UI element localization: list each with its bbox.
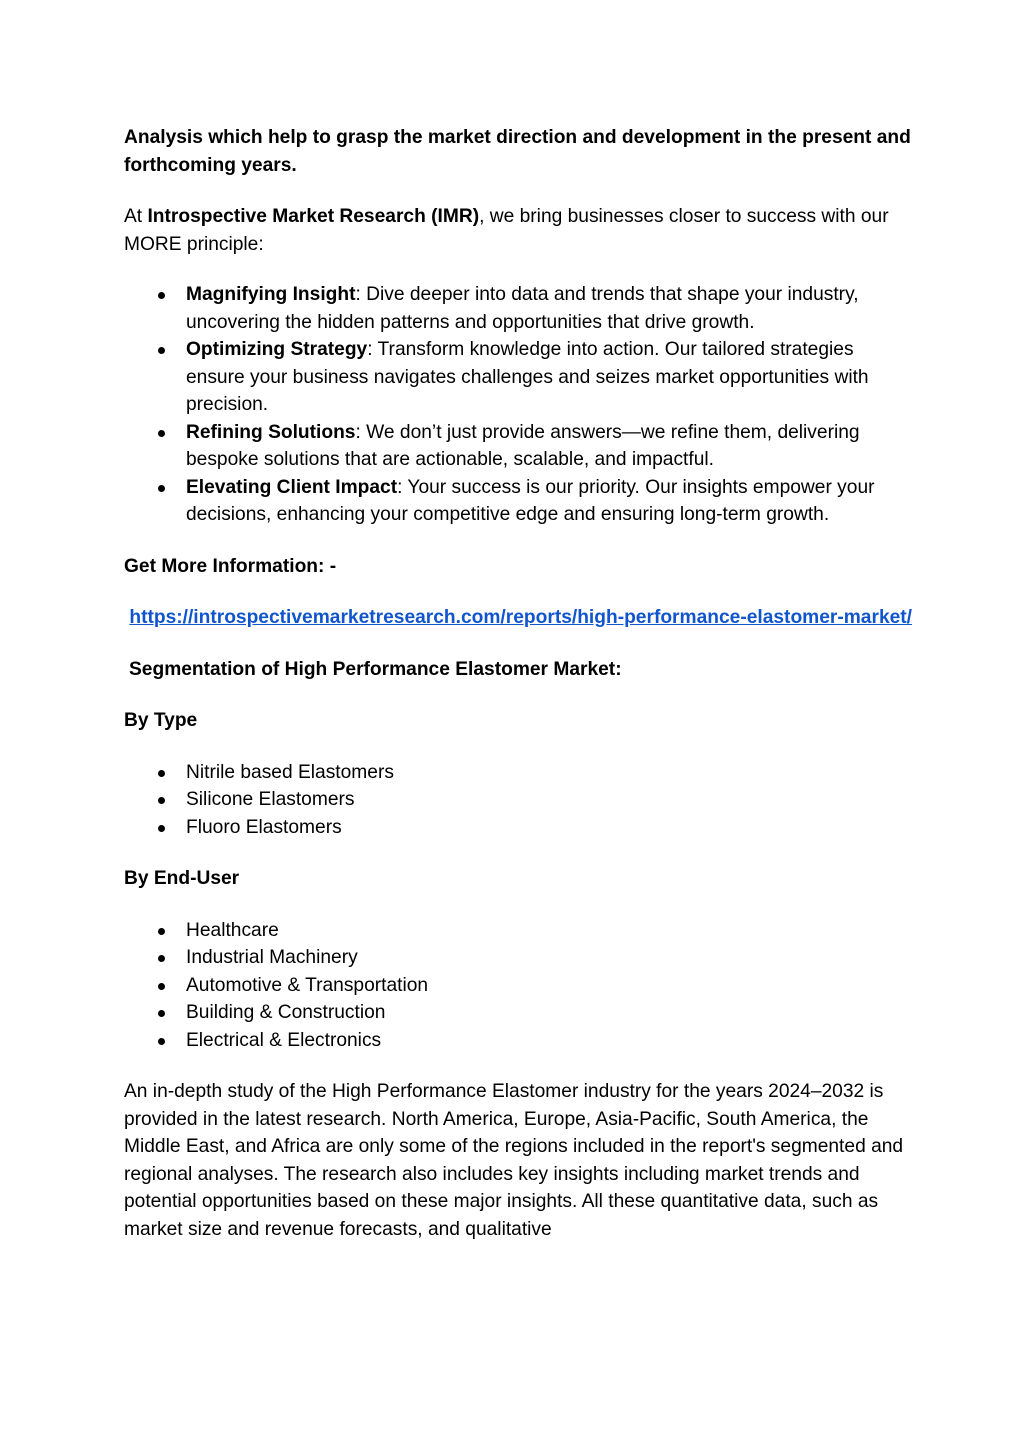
more-principles-list bbox=[124, 281, 914, 529]
list-item bbox=[124, 419, 914, 474]
imr-intro-paragraph bbox=[124, 203, 914, 258]
list-item bbox=[124, 999, 914, 1027]
list-item bbox=[124, 281, 914, 336]
list-item bbox=[124, 786, 914, 814]
list-item-label: Nitrile based Elastomers bbox=[186, 761, 394, 783]
bullet-icon bbox=[158, 928, 165, 935]
bullet-icon bbox=[158, 983, 165, 990]
imr-intro-prefix: At bbox=[124, 206, 148, 227]
bullet-icon bbox=[158, 1010, 165, 1017]
report-link[interactable]: https://introspectivemarketresearch.com/reports/high-performance-elastomer-market/ bbox=[129, 607, 913, 628]
bullet-icon bbox=[158, 1038, 165, 1045]
list-item bbox=[124, 759, 914, 787]
by-end-user-heading: By End-User bbox=[124, 868, 240, 889]
list-item bbox=[124, 814, 914, 842]
closing-paragraph: An in-depth study of the High Performance Elastomer industry for the years 2024–2032 is provided in the latest research. North America, Europe, Asia-Pacific, South America, the Middle East, and Africa are only some of the regions included in the report's segmented and regional analyses. The research also includes key insights including market trends and potential opportunities based on these major insights. All these quantitative data, such as market size and revenue forecasts, and qualitative bbox=[124, 1081, 904, 1240]
principle-text: : Your success is our priority. Our insights empower your decisions, enhancing your competitive edge and ensuring long-term growth. bbox=[186, 476, 875, 525]
report-link-paragraph bbox=[124, 604, 914, 632]
list-item-label: Silicone Elastomers bbox=[186, 789, 355, 810]
list-item-label: Fluoro Elastomers bbox=[186, 816, 342, 838]
bullet-icon bbox=[158, 292, 165, 299]
principle-title: Magnifying Insight bbox=[186, 284, 356, 305]
segmentation-title: Segmentation of High Performance Elastomer Market: bbox=[129, 658, 622, 680]
list-item bbox=[124, 474, 914, 529]
bullet-icon bbox=[158, 955, 165, 962]
imr-intro-suffix: , we bring businesses closer to success with our MORE principle: bbox=[124, 206, 889, 255]
bullet-icon bbox=[158, 797, 165, 804]
principle-title: Optimizing Strategy bbox=[186, 339, 368, 360]
list-item bbox=[124, 1027, 914, 1055]
list-item-label: Building & Construction bbox=[186, 1002, 386, 1023]
principle-text: : Dive deeper into data and trends that shape your industry, uncovering the hidden patterns and opportunities that drive growth. bbox=[186, 284, 859, 333]
bullet-icon bbox=[158, 430, 165, 437]
list-item-label: Industrial Machinery bbox=[186, 947, 358, 968]
by-end-user-list bbox=[124, 917, 914, 1055]
list-item-label: Automotive & Transportation bbox=[186, 974, 429, 996]
bullet-icon bbox=[158, 485, 165, 492]
document-page bbox=[124, 124, 914, 1243]
principle-text: : We don’t just provide answers—we refine them, delivering bespoke solutions that are actionable, scalable, and impactful. bbox=[186, 421, 860, 470]
principle-title: Refining Solutions bbox=[186, 421, 356, 443]
company-name: Introspective Market Research (IMR) bbox=[147, 206, 480, 227]
list-item-label: Healthcare bbox=[186, 919, 279, 941]
list-item bbox=[124, 944, 914, 972]
principle-title: Elevating Client Impact bbox=[186, 476, 398, 498]
list-item bbox=[124, 336, 914, 419]
principle-text: : Transform knowledge into action. Our tailored strategies ensure your business navigates challenges and seizes market opportunities with precision. bbox=[186, 339, 869, 415]
bullet-icon bbox=[158, 347, 165, 354]
list-item bbox=[124, 917, 914, 945]
by-type-list bbox=[124, 759, 914, 842]
list-item-label: Electrical & Electronics bbox=[186, 1029, 382, 1051]
bullet-icon bbox=[158, 770, 165, 777]
more-info-label: Get More Information: - bbox=[124, 555, 337, 577]
intro-heading: Analysis which help to grasp the market direction and development in the present and forthcoming years. bbox=[124, 127, 911, 176]
list-item bbox=[124, 972, 914, 1000]
by-type-heading: By Type bbox=[124, 710, 198, 731]
bullet-icon bbox=[158, 825, 165, 832]
